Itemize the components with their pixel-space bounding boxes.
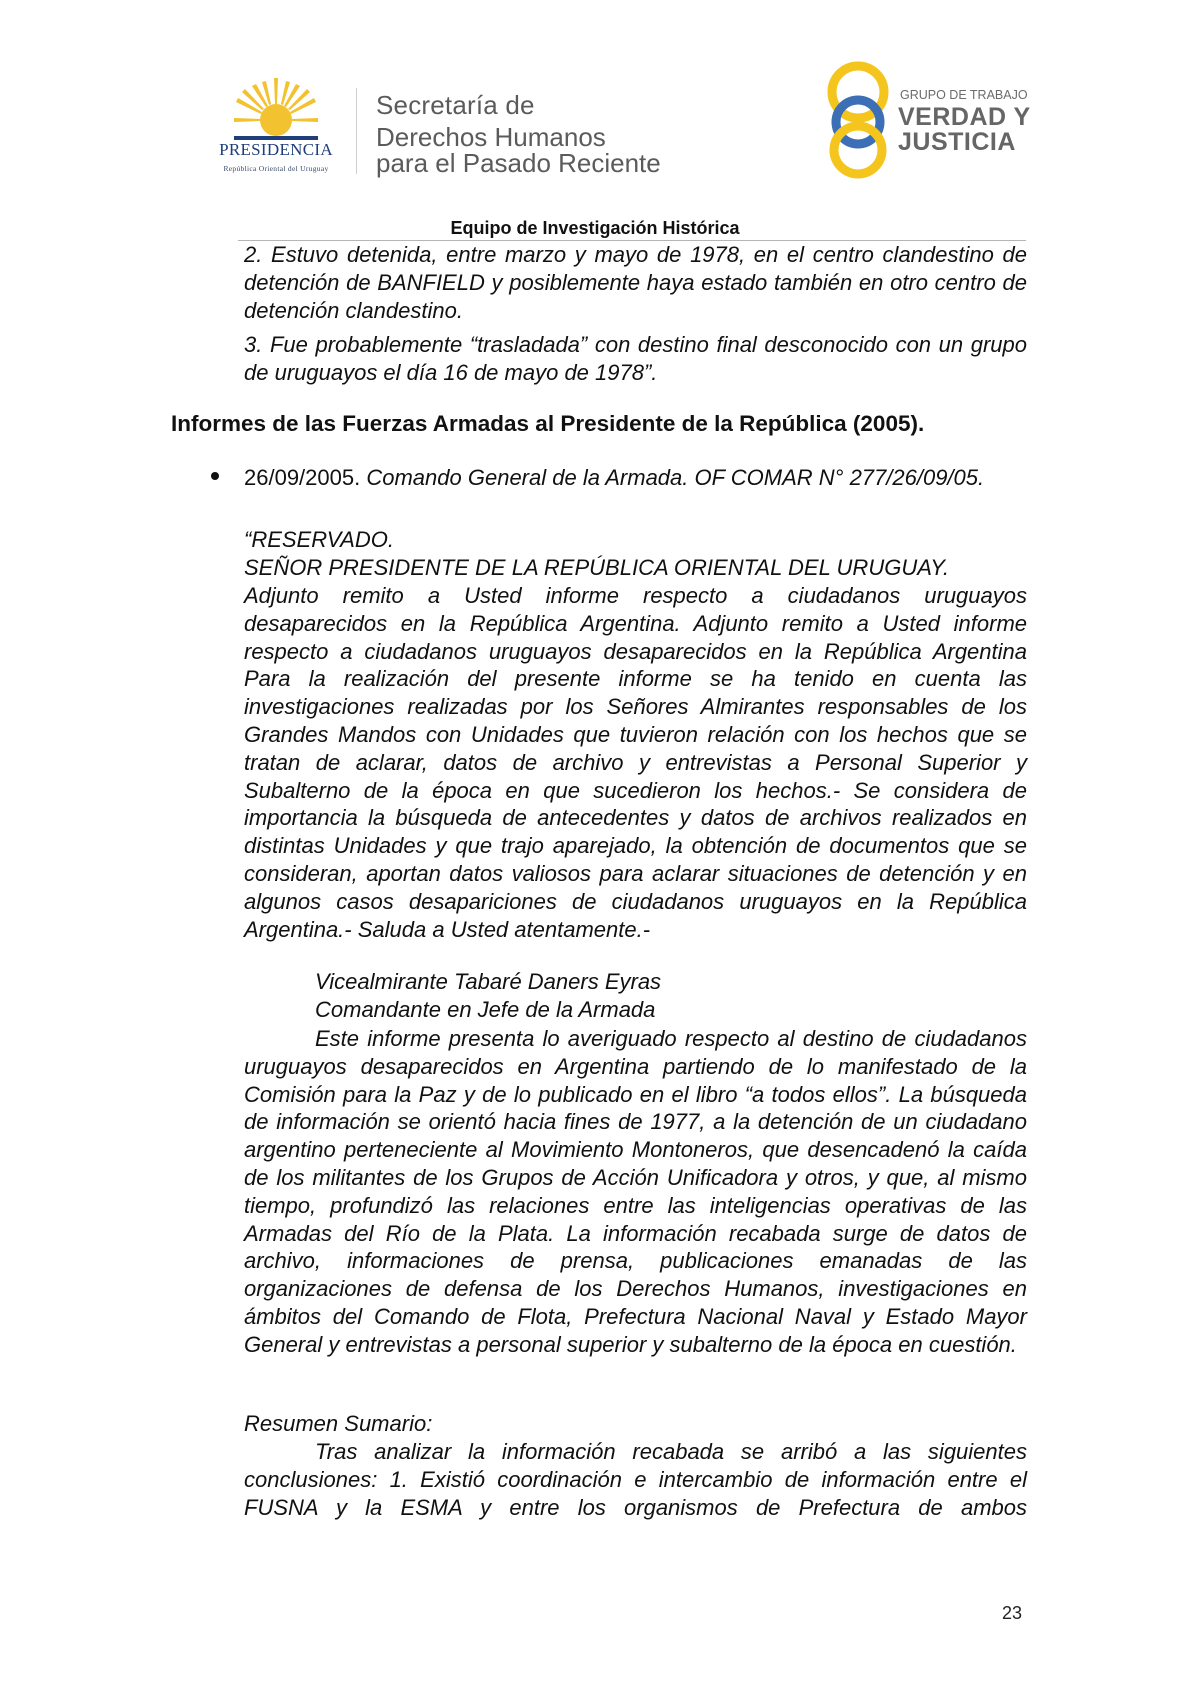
bullet-dot-icon [211, 472, 219, 480]
addressee-line: SEÑOR PRESIDENTE DE LA REPÚBLICA ORIENTAL DEL URUGUAY. [244, 555, 950, 580]
letter-body: Adjunto remito a Usted informe respecto a ciudadanos uruguayos desaparecidos en la República Argentina. Adjunto remito a Usted informe respecto a ciudadanos uruguayos desaparecidos en la República Argentina Para la realización del presente informe se ha tenido en cuenta las investigaciones realizadas por los Señores Almirantes responsables de los Grandes Mandos con Unidades que tuvieron relación con los hechos que se tratan de aclarar, datos de archivo y entrevistas a Personal Superior y Subalterno de la época en que sucedieron los hechos.- Se considera de importancia la búsqueda de antecedentes y datos de archivos realizados en distintas Unidades y que trajo aparejado, la obtención de documentos que se consideran, aportan datos valiosos para aclarar situaciones de detención y en algunos casos desapariciones de ciudadanos uruguayos en la República Argentina.- Saluda a Usted atentamente.- [244, 583, 1027, 942]
header-divider [356, 88, 357, 174]
bullet-item [244, 464, 1027, 492]
numbered-item-3: 3. Fue probablemente “trasladada” con destino final desconocido con un grupo de uruguayos el día 16 de mayo de 1978”. [244, 332, 1027, 385]
team-title: Equipo de Investigación Histórica [450, 218, 740, 238]
presidencia-name: PRESIDENCIA [219, 140, 333, 159]
secretaria-line-3: para el Pasado Reciente [376, 148, 661, 178]
secretaria-line-2: Derechos Humanos [376, 122, 606, 152]
verdad-label: VERDAD Y [898, 103, 1031, 131]
numbered-item-2: 2. Estuvo detenida, entre marzo y mayo de 1978, en el centro clandestino de detención de BANFIELD y posiblemente haya estado también en otro centro de detención clandestino. [244, 242, 1027, 323]
bullet-date: 26/09/2005. [244, 465, 361, 490]
bullet-text [244, 464, 1027, 492]
presidencia-logo [196, 78, 356, 178]
justicia-label: JUSTICIA [898, 128, 1016, 156]
bullet-source: Comando General de la Armada. OF COMAR N° 277/26/09/05. [366, 465, 985, 490]
interlocked-rings-icon [826, 60, 896, 180]
section-heading: Informes de las Fuerzas Armadas al Presidente de la República (2005). [171, 411, 925, 436]
summary-heading: Resumen Sumario: [244, 1411, 433, 1436]
summary-paragraph: Tras analizar la información recabada se arribó a las siguientes conclusiones: 1. Existió coordinación e intercambio de información entre el FUSNA y la ESMA y entre los organismos de Prefectura de ambos [244, 1439, 1027, 1520]
presidencia-subtitle: República Oriental del Uruguay [223, 164, 329, 173]
reservado-label: “RESERVADO. [244, 527, 394, 552]
report-paragraph: Este informe presenta lo averiguado respecto al destino de ciudadanos uruguayos desaparecidos en Argentina partiendo de lo manifestado de la Comisión para la Paz y de lo publicado en el libro “a todos ellos”. La búsqueda de información se orientó hacia fines de 1977, a la detención de un ciudadano argentino perteneciente al Movimiento Montoneros, que desencadenó la caída de los militantes de los Grupos de Acción Unificadora y otros, y que, al mismo tiempo, profundizó las relaciones entre las inteligencias operativas de las Armadas del Río de la Plata. La información recabada surge de datos de archivo, informaciones de prensa, publicaciones emanadas de las organizaciones de defensa de los Derechos Humanos, investigaciones en ámbitos del Comando de Flota, Prefectura Nacional Naval y Estado Mayor General y entrevistas a personal superior y subalterno de la época en cuestión. [244, 1026, 1027, 1357]
signature-name: Vicealmirante Tabaré Daners Eyras [315, 969, 662, 994]
grupo-trabajo-logo [826, 60, 1036, 180]
signature-title: Comandante en Jefe de la Armada [315, 997, 656, 1022]
page-number: 23 [1002, 1603, 1023, 1623]
secretaria-line-1: Secretaría de [376, 90, 535, 120]
grupo-trabajo-label: GRUPO DE TRABAJO [900, 88, 1028, 102]
sun-emblem-icon [234, 78, 318, 140]
